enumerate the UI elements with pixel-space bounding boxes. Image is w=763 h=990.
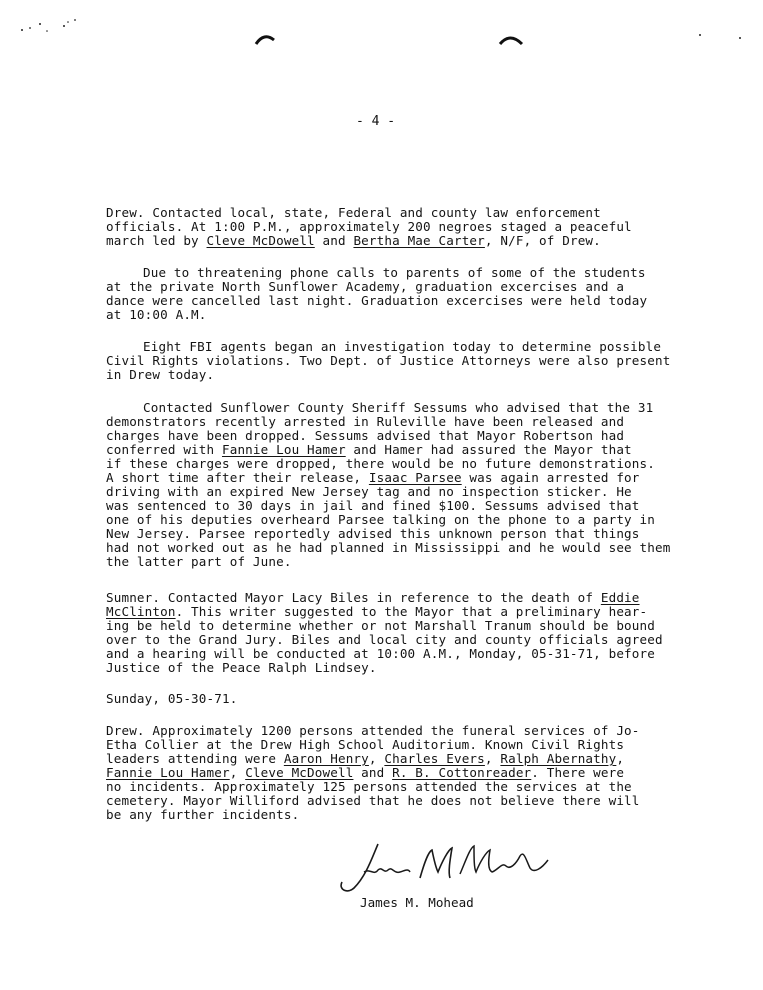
p5-line-2 [106, 605, 647, 619]
binder-hole-mark-left [254, 30, 276, 46]
p6-line-5: no incidents. Approximately 125 persons attended the services at the [106, 779, 632, 794]
p4-line-4 [106, 443, 632, 457]
p5-line-5: and a hearing will be conducted at 10:00 A.M., Monday, 05-31-71, before [106, 646, 655, 661]
handwritten-signature [320, 838, 560, 898]
name-aaron-henry: Aaron Henry [283, 751, 369, 766]
p6-line-1: Drew. Approximately 1200 persons attended the funeral services of Jo- [106, 723, 640, 738]
p4-line-10: New Jersey. Parsee reportedly advised this unknown person that things [106, 526, 640, 541]
p4-line-3: charges have been dropped. Sessums advised that Mayor Robertson had [106, 428, 625, 443]
p5-line-6: Justice of the Peace Ralph Lindsey. [106, 660, 377, 675]
p4-line-8: was sentenced to 30 days in jail and fined $100. Sessums advised that [106, 498, 640, 513]
name-cleve-mcdowell: Cleve McDowell [206, 233, 315, 248]
text: and [353, 765, 393, 780]
name-rb-cottonreader: R. B. Cottonreader [392, 765, 532, 780]
name-bertha-mae-carter: Bertha Mae Carter [353, 233, 485, 248]
date-line: Sunday, 05-30-71. [106, 691, 238, 706]
text: leaders attending were [106, 751, 284, 766]
name-ralph-abernathy: Ralph Abernathy [500, 751, 617, 766]
p6-line-7: be any further incidents. [106, 807, 300, 822]
p6-line-3 [106, 752, 624, 766]
p4-line-12: the latter part of June. [106, 554, 292, 569]
text: , [229, 765, 246, 780]
name-charles-evers: Charles Evers [384, 751, 485, 766]
p2-line-4: at 10:00 A.M. [106, 307, 207, 322]
p4-line-5: if these charges were dropped, there would be no future demonstrations. [106, 456, 655, 471]
text: , [484, 751, 501, 766]
name-fannie-lou-hamer: Fannie Lou Hamer [221, 442, 346, 457]
text: was again arrested for [461, 470, 640, 485]
p2-line-1: Due to threatening phone calls to parents of some of the students [143, 265, 646, 280]
p1-line-3 [106, 234, 601, 248]
scan-speckles [0, 0, 763, 60]
name-cleve-mcdowell: Cleve McDowell [245, 765, 354, 780]
p2-line-2: at the private North Sunflower Academy, graduation excercises and a [106, 279, 625, 294]
name-isaac-parsee: Isaac Parsee [368, 470, 462, 485]
p6-line-6: cemetery. Mayor Williford advised that he does not believe there will [106, 793, 640, 808]
text: . There were [531, 765, 625, 780]
p5-line-1 [106, 591, 640, 605]
page-number: - 4 - [356, 114, 396, 129]
p2-line-3: dance were cancelled last night. Graduation excercises were held today [106, 293, 648, 308]
p1-line-1: Drew. Contacted local, state, Federal and county law enforcement [106, 205, 601, 220]
text: and Hamer had assured the Mayor that [345, 442, 632, 457]
p4-line-9: one of his deputies overheard Parsee talking on the phone to a party in [106, 512, 655, 527]
p4-line-1: Contacted Sunflower County Sheriff Sessums who advised that the 31 [143, 400, 654, 415]
text: , [368, 751, 385, 766]
text: A short time after their release, [106, 470, 369, 485]
name-mcclinton: McClinton [106, 604, 176, 619]
p5-line-3: ing be held to determine whether or not Marshall Tranum should be bound [106, 618, 655, 633]
text: Sumner. Contacted Mayor Lacy Biles in reference to the death of [106, 590, 601, 605]
p6-line-2: Etha Collier at the Drew High School Auditorium. Known Civil Rights [106, 737, 625, 752]
binder-hole-mark-right [498, 32, 524, 48]
p4-line-11: had not worked out as he had planned in Mississippi and he would see them [106, 540, 671, 555]
p1-line-2: officials. At 1:00 P.M., approximately 200 negroes staged a peaceful [106, 219, 632, 234]
text: . This writer suggested to the Mayor that a preliminary hear- [175, 604, 648, 619]
text: conferred with [106, 442, 222, 457]
p3-line-2: Civil Rights violations. Two Dept. of Justice Attorneys were also present [106, 353, 671, 368]
name-eddie: Eddie [600, 590, 640, 605]
text: , [616, 751, 625, 766]
text: , N/F, of Drew. [484, 233, 601, 248]
name-fannie-lou-hamer: Fannie Lou Hamer [106, 765, 230, 780]
text: and [314, 233, 354, 248]
p4-line-6 [106, 471, 640, 485]
p5-line-4: over to the Grand Jury. Biles and local city and county officials agreed [106, 632, 663, 647]
text: march led by [106, 233, 207, 248]
p4-line-2: demonstrators recently arrested in Ruleville have been released and [106, 414, 625, 429]
p6-line-4 [106, 766, 624, 780]
p4-line-7: driving with an expired New Jersey tag and no inspection sticker. He [106, 484, 632, 499]
p3-line-3: in Drew today. [106, 367, 215, 382]
typed-signature-name: James M. Mohead [360, 895, 474, 910]
p3-line-1: Eight FBI agents began an investigation today to determine possible [143, 339, 662, 354]
